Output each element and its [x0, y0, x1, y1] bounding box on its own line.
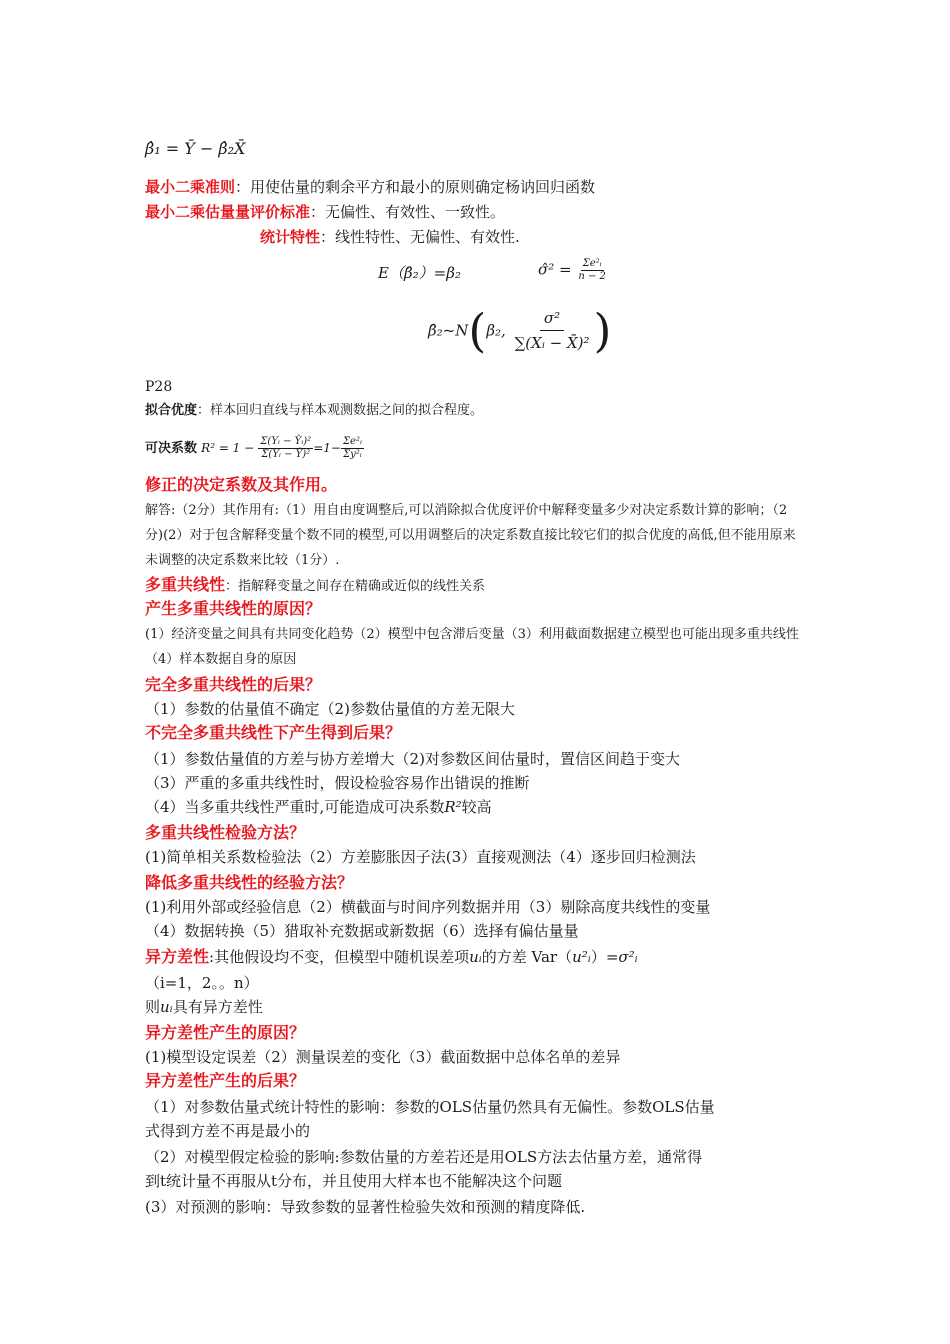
determination-r2: R² = 1 − [201, 441, 255, 455]
hetero-effect-line-3: （2）对模型假定检验的影响:参数估量的方差若还是用OLS方法去估量方差，通常得 [145, 1148, 703, 1166]
determination-frac1 [258, 436, 313, 461]
imperfect-line-3 [145, 796, 492, 818]
stat-props-term: 统计特性 [260, 228, 321, 246]
perfect-text: （1）参数的估量值不确定（2)参数估量值的方差无限大 [145, 700, 515, 718]
formula-sigma-frac [576, 258, 608, 283]
ols-eval-line [145, 201, 505, 223]
multicol-text: ：指解释变量之间存在精确或近似的线性关系 [225, 579, 486, 594]
goodness-text: ：样本回归直线与样本观测数据之间的拟合程度。 [197, 403, 484, 418]
formula-dist-left: β̂₂~N [428, 321, 469, 340]
formula-dist-den: ∑(Xᵢ − X̄)² [514, 334, 590, 352]
hetero-effect-line-5: (3）对预测的影响：导致参数的显著性检验失效和预测的精度降低. [145, 1198, 586, 1216]
determination-frac2-den: Σy²ᵢ [343, 449, 362, 460]
formula-beta1: β̂₁ = Ȳ − β̂₂X̄ [145, 139, 246, 158]
stat-props-text: ：线性特性、无偏性、有效性. [320, 228, 520, 246]
determination-eq: =1− [313, 441, 341, 455]
hetero-ui2: uᵢ [160, 998, 173, 1016]
formula-dist-frac [511, 306, 594, 355]
imperfect-line-3-text: （4）当多重共线性严重时,可能造成可决系数 [145, 798, 445, 816]
determination-frac2 [341, 436, 364, 461]
hetero-u2: u²ᵢ [572, 948, 591, 966]
ols-rule-term: 最小二乘准则 [145, 178, 236, 196]
hetero-causes-text: (1)模型设定误差（2）测量误差的变化（3）截面数据中总体名单的差异 [145, 1048, 621, 1066]
formula-sigma-num: Σe²ᵢ [582, 258, 602, 269]
hetero-effect-line-1: （1）对参数估量式统计特性的影响：参数的OLS估量仍然具有无偏性。参数OLS估量 [145, 1098, 715, 1116]
hetero-effects-title: 异方差性产生的后果？ [145, 1071, 306, 1090]
hetero-text3: ）= [590, 948, 619, 966]
paren-open: ( [468, 303, 487, 358]
hetero-effect-line-4: 到t统计量不再服从t分布，并且使用大样本也不能解决这个问题 [145, 1172, 563, 1190]
formula-dist-beta: β₂, [486, 321, 506, 340]
hetero-effect-line-2: 式得到方差不再是最小的 [145, 1122, 311, 1140]
reduce-title: 降低多重共线性的经验方法？ [145, 873, 354, 892]
determination-frac1-den: Σ(Yᵢ − Ȳ)² [261, 449, 311, 460]
page-reference: P28 [145, 379, 173, 395]
multicol-line [145, 574, 485, 598]
adj-r2-title: 修正的决定系数及其作用。 [145, 475, 338, 494]
formula-sigma-left: σ̂² = [538, 260, 577, 279]
paren-close: ) [593, 303, 612, 358]
ols-eval-text: ：无偏性、有效性、一致性。 [310, 203, 506, 221]
formula-distribution [428, 303, 612, 362]
stat-props-line [260, 226, 520, 248]
hetero-line [145, 946, 638, 968]
hetero-then: 则 [145, 998, 161, 1016]
goodness-line [145, 400, 483, 422]
formula-dist-num: σ² [540, 306, 564, 331]
imperfect-title: 不完全多重共线性下产生得到后果？ [145, 723, 402, 742]
ols-eval-term: 最小二乘估量量评价标准 [145, 203, 311, 221]
hetero-causes-title: 异方差性产生的原因？ [145, 1023, 306, 1042]
multicol-causes-title: 产生多重共线性的原因？ [145, 599, 322, 618]
formula-sigma-den: n − 2 [578, 271, 606, 282]
test-text: (1)简单相关系数检验法（2）方差膨胀因子法(3）直接观测法（4）逐步回归检测法 [145, 848, 696, 866]
ols-rule-line [145, 176, 595, 198]
formula-expectation: E（β̂₂）=β₂ [378, 264, 461, 282]
reduce-line-1: (1)利用外部或经验信息（2）横截面与时间序列数据并用（3）剔除高度共线性的变量 [145, 898, 711, 916]
hetero-then-line [145, 996, 263, 1018]
imperfect-line-1: （1）参数估量值的方差与协方差增大（2)对参数区间估量时，置信区间趋于变大 [145, 750, 680, 768]
goodness-term: 拟合优度 [145, 403, 198, 418]
determination-frac2-num: Σe²ᵢ [342, 436, 362, 447]
hetero-index: （i=1，2。。n） [145, 974, 259, 992]
hetero-then-tail: 具有异方差性 [172, 998, 263, 1016]
determination-term: 可决系数 [145, 441, 198, 456]
imperfect-tail: 较高 [461, 798, 492, 816]
imperfect-line-2: （3）严重的多重共线性时，假设检验容易作出错误的推断 [145, 774, 530, 792]
hetero-text1: :其他假设均不变，但模型中随机误差项 [209, 948, 470, 966]
hetero-ui: uᵢ [469, 948, 482, 966]
imperfect-r2: R² [444, 798, 462, 816]
adj-r2-answer: 解答:（2分）其作用有:（1）用自由度调整后,可以消除拟合优度评价中解释变量多少对决定系数计算的影响；（2分)(2）对于包含解释变量个数不同的模型,可以用调整后的决定系数直接比较它们的拟合优度的高低,但不能用原来未调整的决定系数来比较（1分）. [145, 503, 796, 568]
hetero-text2: 的方差 Var（ [481, 948, 573, 966]
formula-sigma [538, 258, 608, 283]
hetero-term: 异方差性 [145, 947, 210, 966]
ols-rule-text: ：用使估量的剩余平方和最小的原则确定杨讷回归函数 [235, 178, 596, 196]
multicol-causes-text: (1）经济变量之间具有共同变化趋势（2）模型中包含滞后变量（3）利用截面数据建立模型也可能出现多重共线性（4）样本数据自身的原因 [145, 627, 799, 667]
test-title: 多重共线性检验方法？ [145, 823, 306, 842]
perfect-title: 完全多重共线性的后果？ [145, 675, 322, 694]
reduce-line-2: （4）数据转换（5）猎取补充数据或新数据（6）选择有偏估量量 [145, 922, 579, 940]
hetero-sigma: σ²ᵢ [618, 948, 638, 966]
determination-frac1-num: Σ(Yᵢ − Ŷᵢ)² [260, 436, 312, 447]
determination-line [145, 430, 364, 466]
multicol-term: 多重共线性 [145, 575, 226, 594]
